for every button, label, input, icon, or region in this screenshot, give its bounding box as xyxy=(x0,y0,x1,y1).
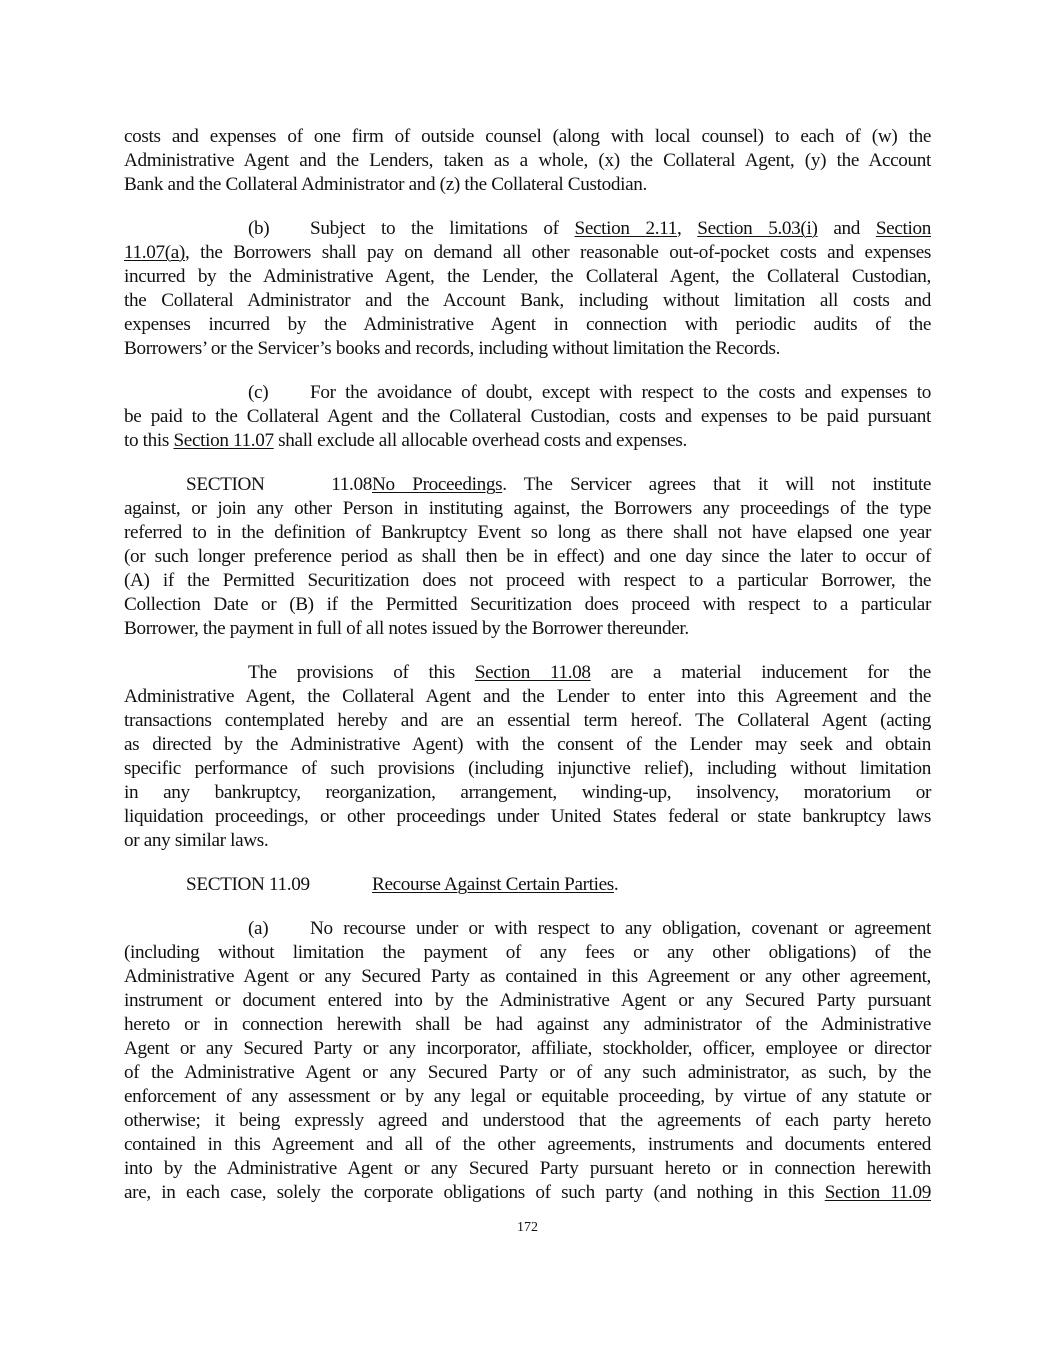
text-line: Borrower, the payment in full of all notes issued by the Borrower thereunder. xyxy=(124,618,689,639)
section-heading: No Proceedings xyxy=(372,474,503,495)
text-line xyxy=(124,429,931,453)
document-body xyxy=(124,125,931,1225)
text-line xyxy=(124,1181,931,1205)
section-reference-link[interactable]: Section 11.07 xyxy=(173,430,274,451)
text-run: , the Borrowers shall pay on demand all other reasonable out-of-pocket costs and expenses xyxy=(184,242,931,263)
section-reference-link[interactable]: Section 11.09 xyxy=(824,1182,931,1203)
text-line: in any bankruptcy, reorganization, arrangement, winding-up, insolvency, moratorium or xyxy=(124,782,931,803)
section-heading: Recourse Against Certain Parties xyxy=(372,874,614,895)
paragraph-11-07-c xyxy=(124,381,931,453)
text-run: are, in each case, solely the corporate obligations of such party (and nothing in this xyxy=(124,1182,825,1203)
text-line: (A) if the Permitted Securitization does not proceed with respect to a particular Borrower, the xyxy=(124,570,931,591)
text-line: be paid to the Collateral Agent and the Collateral Custodian, costs and expenses to be paid pursuant xyxy=(124,406,931,427)
text-line: (including without limitation the payment of any fees or any other obligations) of the xyxy=(124,942,931,963)
clause-label: (c) xyxy=(248,382,269,403)
text-line: incurred by the Administrative Agent, the Lender, the Collateral Agent, the Collateral Custodian, xyxy=(124,266,931,287)
text-line: liquidation proceedings, or other proceedings under United States federal or state bankruptcy laws xyxy=(124,806,931,827)
text-line: or any similar laws. xyxy=(124,830,269,851)
text-line: the Collateral Administrator and the Account Bank, including without limitation all costs and xyxy=(124,290,931,311)
text-line: Bank and the Collateral Administrator and (z) the Collateral Custodian. xyxy=(124,174,647,195)
text-line xyxy=(124,661,931,685)
text-run: . The Servicer agrees that it will not institute xyxy=(502,474,931,495)
paragraph-11-09-a xyxy=(124,917,931,1205)
text-line: costs and expenses of one firm of outside counsel (along with local counsel) to each of (w) the xyxy=(124,126,931,147)
paragraph-11-08-provisions xyxy=(124,661,931,853)
text-line: Administrative Agent or any Secured Party as contained in this Agreement or any other agreement, xyxy=(124,966,931,987)
text-line: Administrative Agent and the Lenders, taken as a whole, (x) the Collateral Agent, (y) the Account xyxy=(124,150,931,171)
text-run: No recourse under or with respect to any obligation, covenant or agreement xyxy=(310,918,931,939)
text-run: to this xyxy=(124,430,174,451)
paragraph-costs-continuation xyxy=(124,125,931,197)
text-line: Collection Date or (B) if the Permitted Securitization does proceed with respect to a particular xyxy=(124,594,931,615)
text-run: , xyxy=(676,218,698,239)
section-reference-link[interactable]: Section 11.08 xyxy=(474,662,591,683)
clause-label: (a) xyxy=(248,918,269,939)
text-line: otherwise; it being expressly agreed and understood that the agreements of each party hereto xyxy=(124,1110,931,1131)
text-line: transactions contemplated hereby and are an essential term hereof. The Collateral Agent (acting xyxy=(124,710,931,731)
text-line xyxy=(124,917,931,941)
text-line: contained in this Agreement and all of the other agreements, instruments and documents entered xyxy=(124,1134,931,1155)
text-line: Administrative Agent, the Collateral Agent and the Lender to enter into this Agreement and the xyxy=(124,686,931,707)
clause-label: (b) xyxy=(248,218,270,239)
text-line: specific performance of such provisions (including injunctive relief), including without limitation xyxy=(124,758,931,779)
text-run: shall exclude all allocable overhead costs and expenses. xyxy=(273,430,687,451)
text-line xyxy=(124,241,931,265)
text-line: hereto or in connection herewith shall be had against any administrator of the Administrative xyxy=(124,1014,931,1035)
text-line: instrument or document entered into by the Administrative Agent or any Secured Party pursuant xyxy=(124,990,931,1011)
page-number: 172 xyxy=(517,1220,538,1235)
paragraph-11-07-b xyxy=(124,217,931,361)
section-11-09-heading xyxy=(124,873,931,897)
text-line xyxy=(124,473,931,497)
section-reference-link[interactable]: Section 5.03(i) xyxy=(697,218,818,239)
section-reference-link[interactable]: Section xyxy=(875,218,931,239)
text-run: Subject to the limitations of xyxy=(310,218,575,239)
text-line: Borrowers’ or the Servicer’s books and records, including without limitation the Records. xyxy=(124,338,781,359)
text-run: The provisions of this xyxy=(248,662,475,683)
text-line: against, or join any other Person in instituting against, the Borrowers any proceedings of the type xyxy=(124,498,931,519)
text-line xyxy=(124,217,931,241)
section-11-08 xyxy=(124,473,931,641)
text-line: into by the Administrative Agent or any Secured Party pursuant hereto or in connection herewith xyxy=(124,1158,931,1179)
section-number: SECTION 11.09 xyxy=(186,874,310,895)
section-number: SECTION 11.08 xyxy=(186,474,372,495)
text-line: of the Administrative Agent or any Secured Party or of any such administrator, as such, by the xyxy=(124,1062,931,1083)
section-reference-link[interactable]: 11.07(a) xyxy=(124,242,185,263)
section-reference-link[interactable]: Section 2.11 xyxy=(574,218,677,239)
text-line xyxy=(124,381,931,405)
text-line: (or such longer preference period as shall then be in effect) and one day since the later to occur of xyxy=(124,546,931,567)
text-line: referred to in the definition of Bankruptcy Event so long as there shall not have elapsed one year xyxy=(124,522,931,543)
text-run: and xyxy=(817,218,876,239)
text-run: . xyxy=(613,874,619,895)
text-line xyxy=(124,873,931,897)
text-line: Agent or any Secured Party or any incorporator, affiliate, stockholder, officer, employee or director xyxy=(124,1038,931,1059)
text-line: enforcement of any assessment or by any legal or equitable proceeding, by virtue of any statute or xyxy=(124,1086,931,1107)
text-line: as directed by the Administrative Agent) with the consent of the Lender may seek and obtain xyxy=(124,734,931,755)
text-run: For the avoidance of doubt, except with respect to the costs and expenses to xyxy=(310,382,931,403)
text-line: expenses incurred by the Administrative Agent in connection with periodic audits of the xyxy=(124,314,931,335)
text-run: are a material inducement for the xyxy=(590,662,931,683)
